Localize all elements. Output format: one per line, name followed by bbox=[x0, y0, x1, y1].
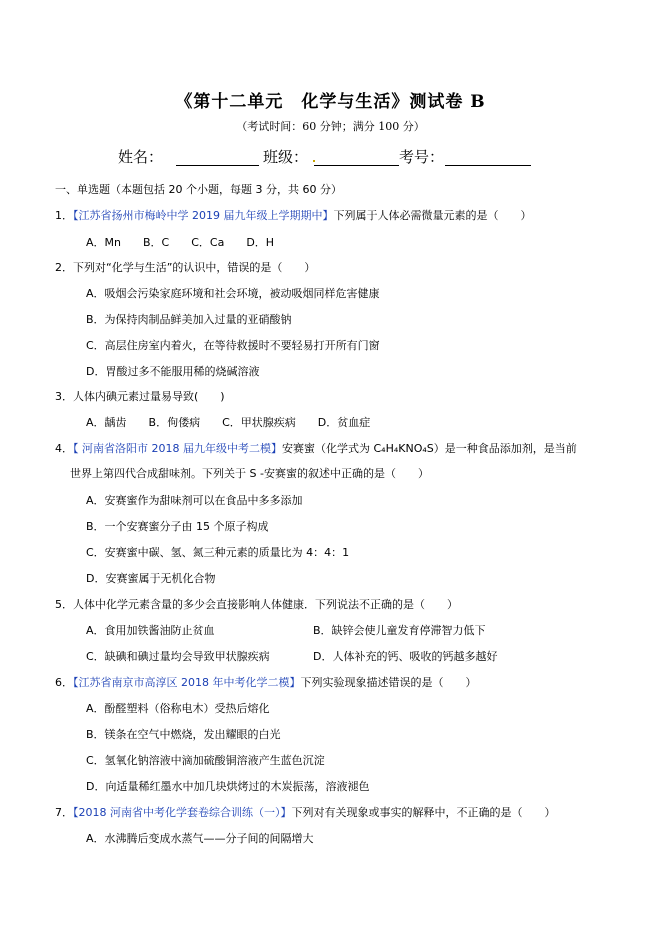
name-label: 姓名： bbox=[118, 148, 164, 166]
option-b: B．一个安赛蜜分子由 15 个原子构成 bbox=[86, 520, 269, 533]
option-b: B．缺锌会使儿童发育停滞智力低下 bbox=[313, 624, 486, 637]
name-field[interactable] bbox=[176, 165, 259, 166]
option-d: D．胃酸过多不能服用稀的烧碱溶液 bbox=[86, 365, 260, 378]
option-d: D．向适量稀红墨水中加几块烘烤过的木炭振荡，溶液褪色 bbox=[86, 780, 370, 793]
question-source: 【江苏省扬州市梅岭中学 2019 届九年级上学期期中】 bbox=[73, 209, 334, 222]
question-stem: 人体中化学元素含量的多少会直接影响人体健康．下列说法不正确的是（ ） bbox=[73, 598, 458, 611]
question-number: 1． bbox=[55, 209, 73, 222]
question-stem: 人体内碘元素过量易导致( ) bbox=[73, 390, 225, 403]
option-c: C．缺碘和碘过量均会导致甲状腺疾病 bbox=[86, 650, 270, 663]
option-c: C．高层住房室内着火，在等待救援时不要轻易打开所有门窗 bbox=[86, 339, 380, 352]
question-source: 【江苏省南京市高淳区 2018 年中考化学二模】 bbox=[73, 676, 301, 689]
question-source: 【 河南省洛阳市 2018 届九年级中考二模】 bbox=[73, 442, 282, 455]
number-field[interactable] bbox=[445, 165, 531, 166]
section-heading: 一、单选题（本题包括 20 个小题，每题 3 分，共 60 分） bbox=[55, 183, 342, 196]
question-stem: 安赛蜜（化学式为 C₄H₄KNO₄S）是一种食品添加剂，是当前 bbox=[281, 442, 577, 455]
question-stem: 下列对有关现象或事实的解释中，不正确的是（ ） bbox=[291, 806, 556, 819]
dot-mark bbox=[313, 160, 315, 162]
question-source: 【2018 河南省中考化学套卷综合训练（一）】 bbox=[73, 806, 292, 819]
question-4-stem-continued: 世界上第四代合成甜味剂。下列关于 S -安赛蜜的叙述中正确的是（ ） bbox=[70, 467, 429, 480]
student-info-row bbox=[118, 146, 558, 168]
option-d: D．人体补充的钙、吸收的钙越多越好 bbox=[313, 650, 498, 663]
exam-subtitle: （考试时间：60 分钟；满分 100 分） bbox=[236, 120, 425, 133]
question-4 bbox=[55, 440, 577, 456]
question-number: 3． bbox=[55, 390, 73, 403]
option-b: B．镁条在空气中燃烧，发出耀眼的白光 bbox=[86, 728, 281, 741]
class-field[interactable] bbox=[314, 165, 399, 166]
option-c: C．安赛蜜中碳、氢、氮三种元素的质量比为 4：4：1 bbox=[86, 546, 350, 559]
option-a: A．酚醛塑料（俗称电木）受热后熔化 bbox=[86, 702, 270, 715]
option-a: A．食用加铁酱油防止贫血 bbox=[86, 624, 215, 637]
option-a: A．安赛蜜作为甜味剂可以在食品中多多添加 bbox=[86, 494, 303, 507]
option-a: A．吸烟会污染家庭环境和社会环境，被动吸烟同样危害健康 bbox=[86, 287, 380, 300]
option-a: A．水沸腾后变成水蒸气——分子间的间隔增大 bbox=[86, 832, 314, 845]
number-label: 考号： bbox=[399, 148, 445, 166]
question-number: 7． bbox=[55, 806, 73, 819]
question-number: 5． bbox=[55, 598, 73, 611]
question-3 bbox=[55, 388, 225, 404]
question-7 bbox=[55, 804, 556, 820]
question-3-options: A．龋齿 B．佝偻病 C．甲状腺疾病 D．贫血症 bbox=[86, 416, 371, 429]
question-stem: 下列对“化学与生活”的认识中，错误的是（ ） bbox=[73, 261, 316, 274]
question-stem: 下列实验现象描述错误的是（ ） bbox=[300, 676, 477, 689]
question-number: 2． bbox=[55, 261, 73, 274]
question-number: 4． bbox=[55, 442, 73, 455]
option-b: B．为保持肉制品鲜美加入过量的亚硝酸钠 bbox=[86, 313, 292, 326]
option-d: D．安赛蜜属于无机化合物 bbox=[86, 572, 216, 585]
question-number: 6． bbox=[55, 676, 73, 689]
question-6 bbox=[55, 674, 477, 690]
question-5 bbox=[55, 596, 458, 612]
question-stem: 下列属于人体必需微量元素的是（ ） bbox=[333, 209, 532, 222]
option-c: C．氢氧化钠溶液中滴加硫酸铜溶液产生蓝色沉淀 bbox=[86, 754, 325, 767]
class-label: 班级： bbox=[263, 148, 309, 166]
question-1-options: A．Mn B．C C．Ca D．H bbox=[86, 236, 275, 249]
page-title: 《第十二单元 化学与生活》测试卷 B bbox=[175, 92, 486, 112]
question-2 bbox=[55, 259, 315, 275]
question-1 bbox=[55, 207, 532, 223]
